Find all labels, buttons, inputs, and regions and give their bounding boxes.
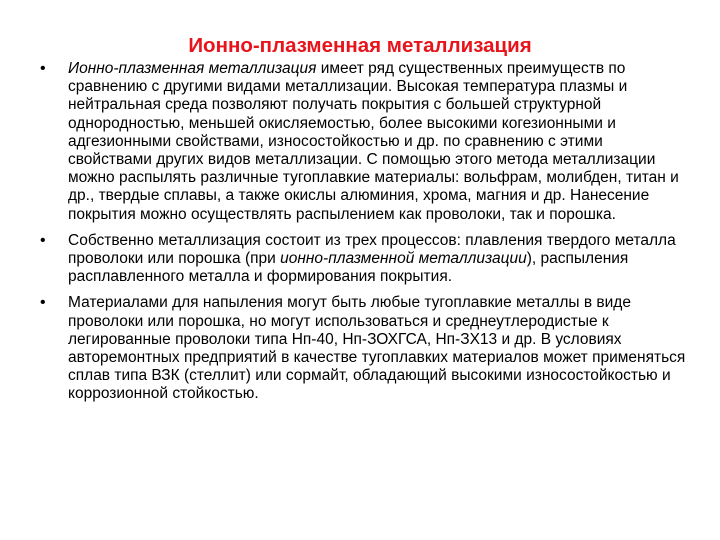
bullet-item-2 bbox=[40, 232, 690, 287]
text-segment: Материалами для напыления могут быть любые тугоплавкие металлы в виде проволоки или порошка, но могут использоваться и среднеутлеродистые к легированные проволоки типа Нп-40, Нп-ЗОХГСА, Нп-ЗХ13 и др. В условиях авторемонтных предприятий в качестве тугоплавких материалов может применяться сплав типа ВЗК (стеллит) или сормайт, обладающий высокими износостойкостью и коррозионной стойкостью. bbox=[68, 294, 686, 403]
italic-term: Ионно-плазменная металлизация bbox=[68, 60, 317, 77]
bullet-list bbox=[40, 60, 690, 412]
bullet-dot-icon: • bbox=[40, 60, 46, 77]
text-segment: имеет ряд существенных преимуществ по сравнению с другими видами металлизации. Высокая температура плазмы и нейтральная среда позволяют получать покрытия с большей структурной однородностью, меньшей окисляемостью, более высокими когезионными и адгезионными свойствами, износостойкостью и др. по сравнению с этими свойствами других видов металлизации. С помощью этого метода металлизации можно распылять различные тугоплавкие материалы: вольфрам, молибден, титан и др., твердые сплавы, а также окислы алюминия, хрома, магния и др. Нанесение покрытия можно осуществлять распылением как проволоки, так и порошка. bbox=[68, 60, 679, 223]
italic-term: ионно-плазменной металлизации bbox=[280, 250, 527, 268]
bullet-item-3 bbox=[40, 294, 690, 403]
bullet-dot-icon: • bbox=[40, 294, 46, 312]
bullet-text bbox=[68, 60, 679, 223]
slide-title: Ионно-плазменная металлизация bbox=[188, 34, 532, 57]
text-segment: ), распыления расплавленного металла и формирования покрытия. bbox=[68, 250, 629, 286]
bullet-dot-icon: • bbox=[40, 231, 46, 249]
bullet-item-1 bbox=[40, 60, 690, 224]
bullet-text bbox=[68, 294, 685, 402]
bullet-text bbox=[68, 232, 676, 285]
text-segment: Собственно металлизация состоит из трех процессов: плавления твердого металла проволоки или порошка (при bbox=[68, 231, 676, 268]
